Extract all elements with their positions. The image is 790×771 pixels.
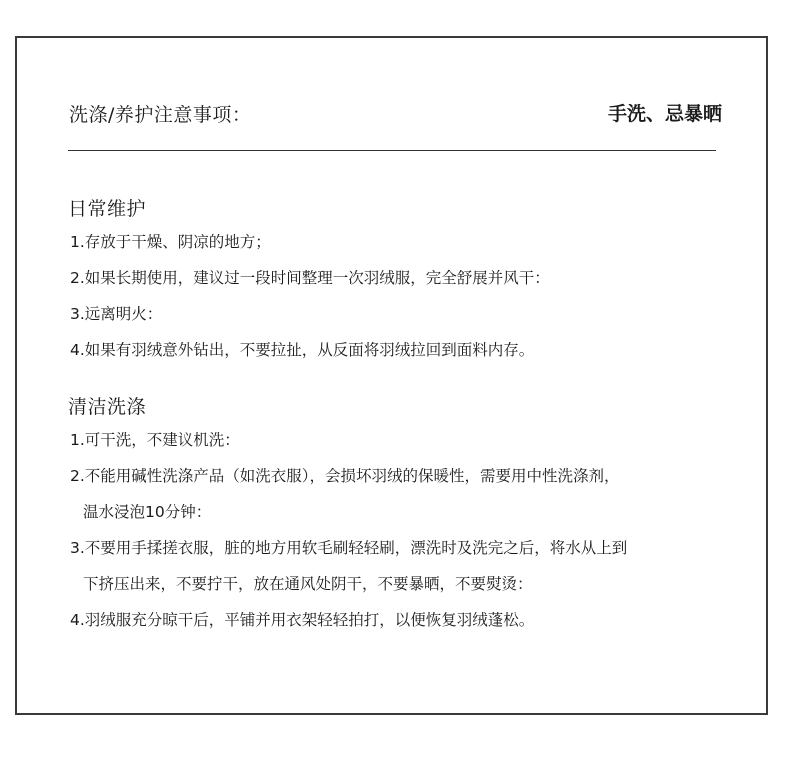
cleaning-item: 3.不要用手揉搓衣服，脏的地方用软毛刷轻轻刷，漂洗时及洗完之后，将水从上到 xyxy=(70,539,628,557)
cleaning-item: 4.羽绒服充分晾干后，平铺并用衣架轻轻拍打，以便恢复羽绒蓬松。 xyxy=(70,611,535,629)
cleaning-item-continuation: 下挤压出来，不要拧干，放在通风处阴干，不要暴晒，不要熨烫： xyxy=(83,575,533,593)
cleaning-item: 1.可干洗，不建议机洗： xyxy=(70,431,240,449)
care-instructions-card xyxy=(15,36,768,715)
cleaning-item: 2.不能用碱性洗涤产品（如洗衣服），会损坏羽绒的保暖性，需要用中性洗涤剂， xyxy=(70,467,620,485)
header-divider xyxy=(68,150,716,151)
section-title-daily-care: 日常维护 xyxy=(68,198,147,220)
care-summary: 手洗、忌暴晒 xyxy=(607,103,722,125)
daily-care-item: 2.如果长期使用，建议过一段时间整理一次羽绒服，完全舒展并风干： xyxy=(70,269,550,287)
daily-care-item: 1.存放于干燥、阴凉的地方； xyxy=(70,233,271,251)
daily-care-item: 3.远离明火： xyxy=(70,305,163,323)
header-title: 洗涤/养护注意事项： xyxy=(69,104,252,126)
cleaning-item-continuation: 温水浸泡10分钟： xyxy=(83,503,212,521)
section-title-cleaning: 清洁洗涤 xyxy=(68,396,147,418)
daily-care-item: 4.如果有羽绒意外钻出，不要拉扯，从反面将羽绒拉回到面料内存。 xyxy=(70,341,535,359)
